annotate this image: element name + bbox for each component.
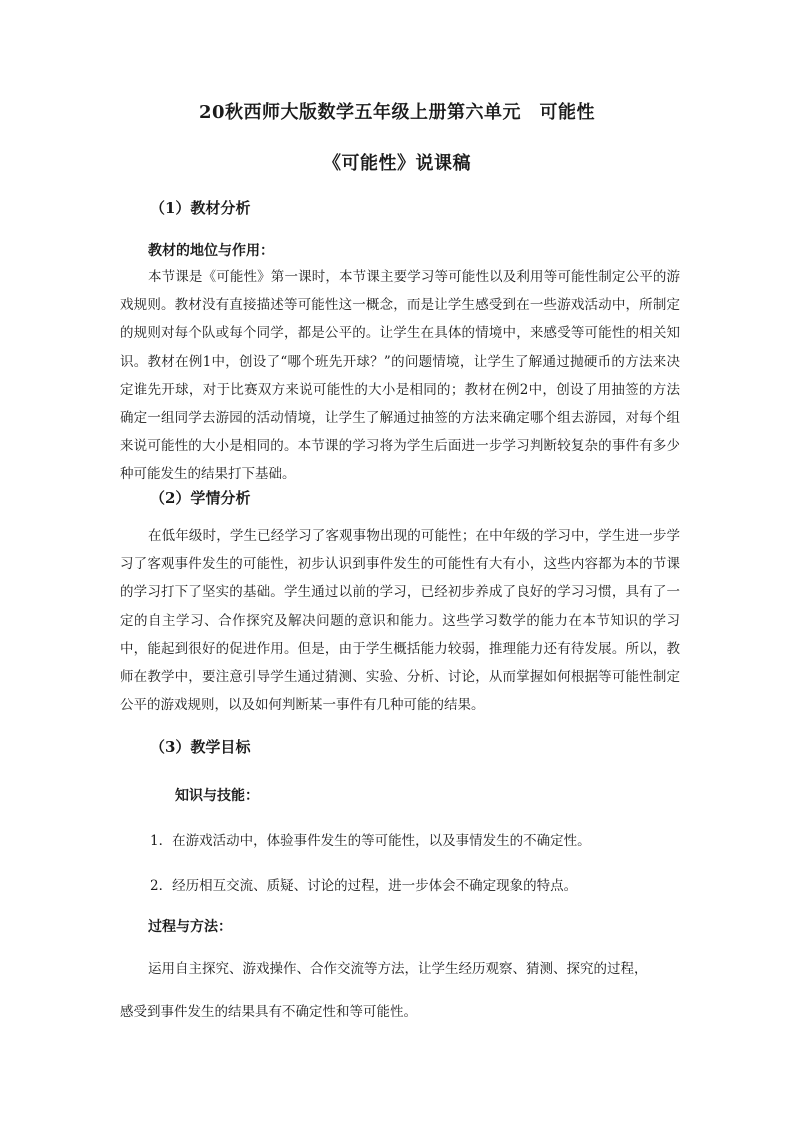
subheading-knowledge-skills: 知识与技能： <box>175 788 259 804</box>
document-subtitle: 《可能性》说课稿 <box>323 153 471 174</box>
section-heading-teaching-goals: （3）教学目标 <box>150 738 251 756</box>
subheading-process-method: 过程与方法： <box>148 919 232 935</box>
paragraph-student-analysis: 在低年级时，学生已经学习了客观事物出现的可能性；在中年级的学习中，学生进一步学习了客观事件发生的可能性，初步认识到事件发生的可能性有大有小，这些内容都为本的节课的学习打下了坚实的基础。学生通过以前的学习，已经初步养成了良好的学习习惯，具有了一定的自主学习、合作探究及解决问题的意识和能力。这些学习数学的能力在本节知识的学习中，能起到很好的促进作用。但是，由于学生概括能力较弱，推理能力还有待发展。所以，教师在教学中，要注意引导学生通过猜测、实验、分析、讨论，从而掌握如何根据等可能性制定公平的游戏规则，以及如何判断某一事件有几种可能的结果。 <box>120 528 680 714</box>
paragraph-textbook-analysis: 本节课是《可能性》第一课时，本节课主要学习等可能性以及利用等可能性制定公平的游戏规则。教材没有直接描述等可能性这一概念，而是让学生感受到在一些游戏活动中，所制定的规则对每个队或每个同学，都是公平的。让学生在具体的情境中，来感受等可能性的相关知识。教材在例1中，创设了“哪个班先开球？”的问题情境，让学生了解通过抛硬币的方法来决定谁先开球，对于比赛双方来说可能性的大小是相同的；教材在例2中，创设了用抽签的方法确定一组同学去游园的活动情境，让学生了解通过抽签的方法来确定哪个组去游园，对每个组来说可能性的大小是相同的。本节课的学习将为学生后面进一步学习判断较复杂的事件有多少种可能发生的结果打下基础。 <box>120 269 680 483</box>
process-line-2: 感受到事件发生的结果具有不确定性和等可能性。 <box>120 1004 417 1020</box>
section-heading-student-analysis: （2）学情分析 <box>150 489 251 507</box>
subheading-role: 教材的地位与作用： <box>148 243 274 259</box>
section-heading-textbook-analysis: （1）教材分析 <box>150 199 251 217</box>
goal-item-1: 1．在游戏活动中，体验事件发生的等可能性，以及事情发生的不确定性。 <box>150 833 591 849</box>
document-title: 20秋西师大版数学五年级上册第六单元 可能性 <box>198 102 596 123</box>
process-line-1: 运用自主探究、游戏操作、合作交流等方法，让学生经历观察、猜测、探究的过程， <box>148 961 648 977</box>
goal-item-2: 2．经历相互交流、质疑、讨论的过程，进一步体会不确定现象的特点。 <box>150 878 578 894</box>
